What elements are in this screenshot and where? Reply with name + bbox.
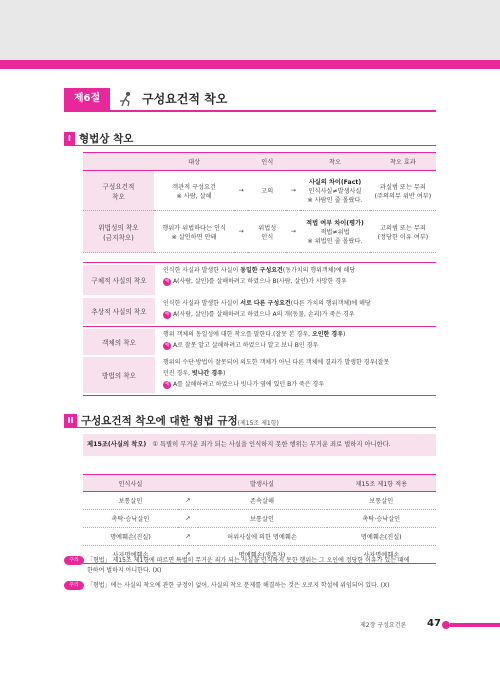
detail-body: 인식한 사실과 발생한 사실이 동일한 구성요건(동가치의 행위객체)에 해당 예 A(사람, 살인)를 살해하려고 하였으나 B(사람, 살인)가 사망한 경우 [163, 267, 356, 285]
part2-title: 구성요건적 착오에 대한 형법 규정 [81, 415, 238, 427]
detail-body: 행위 객체의 동일성에 대한 착오를 말한다.(잘못 본 경우, 오인한 경우) 예 A로 잘못 알고 살해하려고 하였으나 알고 보니 B인 경우 [163, 331, 346, 349]
detail-label: 추상적 사실의 착오 [83, 298, 155, 324]
effect-cell: 과실범 또는 무죄 (주의의무 위반 여부) [370, 171, 436, 211]
section-underline [64, 110, 436, 112]
footer-dot [442, 621, 450, 629]
section-badge: 제6절 [64, 88, 110, 110]
table-row: 촉탁·승낙살인 ↗ 보통살인 촉탁·승낙살인 [83, 510, 436, 528]
top-gray-band [0, 0, 500, 60]
arrow-icon: → [234, 171, 248, 211]
diagonal-arrow-icon: ↗ [178, 510, 198, 528]
effect-cell: 고의범 또는 무죄 (정당한 이유 여부) [370, 211, 436, 253]
diagonal-arrow-icon: ↗ [178, 528, 198, 546]
example-icon: 예 [164, 278, 170, 284]
table-row [83, 171, 436, 211]
law-article-box [83, 434, 436, 456]
header-effect: 착오 효과 [370, 153, 436, 171]
page-footer [360, 618, 500, 632]
part2-title-small: (제15조 제1항) [237, 420, 279, 427]
caution-tag: 주의 [64, 581, 84, 590]
section-header [64, 88, 436, 110]
part1-heading [64, 128, 133, 144]
footer-bar [450, 623, 500, 627]
part1-rule [64, 145, 436, 146]
law-text: ① 특별히 무거운 죄가 되는 사실을 인식하지 못한 행위는 무거운 죄로 벌하지 아니한다. [152, 441, 391, 448]
top-pink-band [0, 60, 500, 69]
detail-label: 방법의 착오 [83, 357, 155, 393]
caution-note [64, 556, 436, 576]
caution-tag: 주의 [64, 556, 84, 565]
header-occurred: 발생사실 [198, 475, 327, 492]
header-applied: 제15조 제1항 적용 [327, 475, 437, 492]
object-cell: 객관적 구성요건 ※ 사람, 살해 [154, 171, 234, 211]
header-cognition: 인식 [248, 153, 286, 171]
example-icon: 예 [164, 342, 170, 348]
table-header-row [83, 475, 436, 492]
diagonal-arrow-icon: ↗ [178, 492, 198, 510]
part2-rule [64, 427, 436, 428]
part1-number: I [64, 132, 75, 145]
error-cell: 적법 여부 차이(평가) 적법≠위법 ※ 위법인 줄 몰랐다. [300, 211, 370, 253]
detail-row [83, 357, 436, 393]
arrow-icon: → [286, 211, 300, 253]
table-header-row [83, 153, 436, 171]
object-cell: 행위가 위법하다는 인식 ※ 살인하면 안돼 [154, 211, 234, 253]
error-types-table [83, 152, 436, 253]
footer-chapter: 제2장 구성요건론 [360, 622, 407, 629]
diagonal-arrow-icon: ↗ [178, 546, 198, 564]
part2-number: II [64, 414, 77, 427]
page-number: 47 [427, 618, 441, 629]
detail-label: 구체적 사실의 착오 [83, 265, 155, 295]
note-text: 한하여 벌하지 아니한다. (X) [87, 567, 162, 574]
arrow-icon: → [234, 211, 248, 253]
detail-body: 인식한 사실과 발생한 사실이 서로 다른 구성요건(다른 가치의 행위객체)에 해당 예 A(사람, 살인)를 살해하려고 하였으나 A의 개(동물, 손괴)가 죽은 경우 [163, 300, 371, 318]
table-row [83, 211, 436, 253]
law-label: 제15조(사실의 착오) [87, 441, 147, 448]
header-blank [178, 475, 198, 492]
section-title: 구성요건적 착오 [142, 92, 228, 106]
header-object: 대상 [154, 153, 234, 171]
example-icon: 예 [164, 381, 170, 387]
row-label: 위법성의 착오 (금지착오) [83, 211, 154, 253]
row-label: 구성요건적 착오 [83, 171, 154, 211]
part2-heading [64, 410, 279, 426]
cognition-cell: 고의 [248, 171, 286, 211]
detail-row [83, 298, 436, 324]
table-row: 사자명예훼손 ↗ 명예훼손(생존자) 사자명예훼손 [83, 546, 436, 564]
running-figure-icon [116, 91, 136, 107]
arrow-icon: → [286, 171, 300, 211]
detail-row [83, 265, 436, 295]
header-blank [83, 153, 154, 171]
error-cell: 사실의 차이(Fact) 인식사실≠발생사실 ※ 사람인 줄 몰랐다. [300, 171, 370, 211]
header-recognized: 인식사실 [83, 475, 178, 492]
note-text: 「형법」 제15조 제1항에 따르면 특별히 무거운 죄가 되는 사실을 인식하지 못한 행위는 그 오인에 정당한 이유가 있는 때에 [87, 557, 410, 564]
rule-application-table [83, 474, 436, 564]
detail-body: 행위의 수단·방법이 잘못되어 의도한 객체가 아닌 다른 객체에 결과가 발생한 경우(잘못 던진 경우, 빗나간 경우) 예 A를 살해하려고 하였으나 빗나가 옆에 있던 B가 죽은 경우 [163, 359, 390, 388]
example-icon: 예 [164, 311, 170, 317]
table-row: 명예훼손(진실) ↗ 허위사실에 의한 명예훼손 명예훼손(진실) [83, 528, 436, 546]
part1-title: 형법상 착오 [79, 133, 134, 145]
table-row: 보통살인 ↗ 존속살해 보통살인 [83, 492, 436, 510]
cognition-cell: 위법성 인식 [248, 211, 286, 253]
caution-note [64, 581, 436, 591]
header-error: 착오 [300, 153, 370, 171]
detail-label: 객체의 착오 [83, 329, 155, 355]
detail-row [83, 329, 436, 355]
note-text: 「형법」에는 사실의 착오에 관한 규정이 없어, 사실의 착오 문제를 해결하는 것은 오로지 학설에 위임되어 있다. (X) [87, 582, 390, 589]
